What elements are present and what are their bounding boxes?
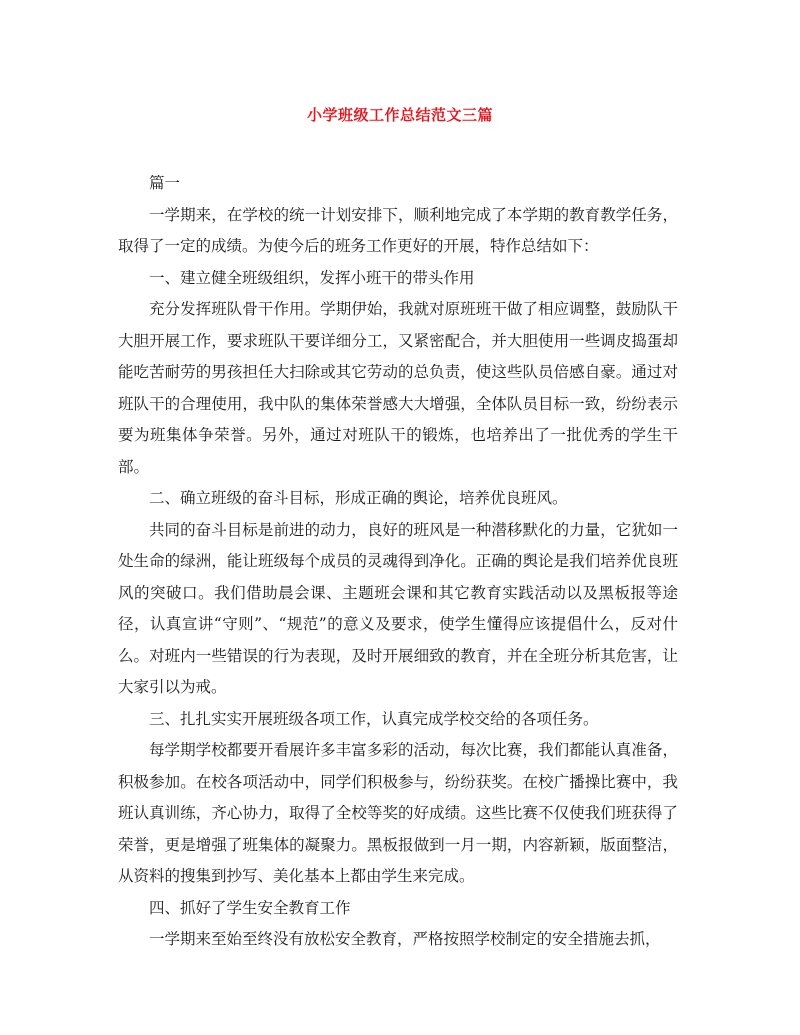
section-label: 篇一 — [149, 174, 181, 192]
heading-3: 三、扎扎实实开展班级各项工作，认真完成学校交给的各项任务。 — [149, 709, 599, 728]
paragraph-3: 每学期学校都要开看展许多丰富多彩的活动，每次比赛，我们都能认真准备，积极参加。在校各项活动中，同学们积极参与，纷纷获奖。在校广播操比赛中，我班认真训练，齐心协力，取得了全校等奖的好成绩。这些比赛不仅使我们班获得了荣誉，更是增强了班集体的凝聚力。黑板报做到一月一期，内容新颖，版面整洁，从资料的搜集到抄写、美化基本上都由学生来完成。 — [118, 741, 678, 885]
paragraph-2: 共同的奋斗目标是前进的动力，良好的班风是一种潜移默化的力量，它犹如一处生命的绿洲，能让班级每个成员的灵魂得到净化。正确的舆论是我们培养优良班风的突破口。我们借助晨会课、主题班会课和其它教育实践活动以及黑板报等途径，认真宣讲“守则”、“规范”的意义及要求，使学生懂得应该提倡什么，反对什么。对班内一些错误的行为表现，及时开展细致的教育，并在全班分析其危害，让大家引以为戒。 — [118, 520, 678, 696]
document-body — [118, 168, 678, 956]
heading-1: 一、建立健全班级组织，发挥小班干的带头作用 — [149, 268, 475, 287]
paragraph-intro: 一学期来，在学校的统一计划安排下，顺利地完成了本学期的教育教学任务，取得了一定的成绩。为使今后的班务工作更好的开展，特作总结如下： — [118, 205, 678, 255]
heading-2: 二、确立班级的奋斗目标，形成正确的舆论，培养优良班风。 — [149, 489, 568, 507]
document-title: 小学班级工作总结范文三篇 — [306, 106, 493, 124]
paragraph-1: 充分发挥班队骨干作用。学期伊始，我就对原班班干做了相应调整，鼓励队干大胆开展工作，要求班队干要详细分工，又紧密配合，并大胆使用一些调皮捣蛋却能吃苦耐劳的男孩担任大扫除或其它劳动的总负责，使这些队员倍感自豪。通过对班队干的合理使用，我中队的集体荣誉感大大增强，全体队员目标一致，纷纷表示要为班集体争荣誉。另外，通过对班队干的锻炼，也培养出了一批优秀的学生干部。 — [118, 300, 678, 476]
heading-4: 四、抓好了学生安全教育工作 — [149, 898, 351, 917]
paragraph-4: 一学期来至始至终没有放松安全教育，严格按照学校制定的安全措施去抓， — [149, 930, 661, 948]
